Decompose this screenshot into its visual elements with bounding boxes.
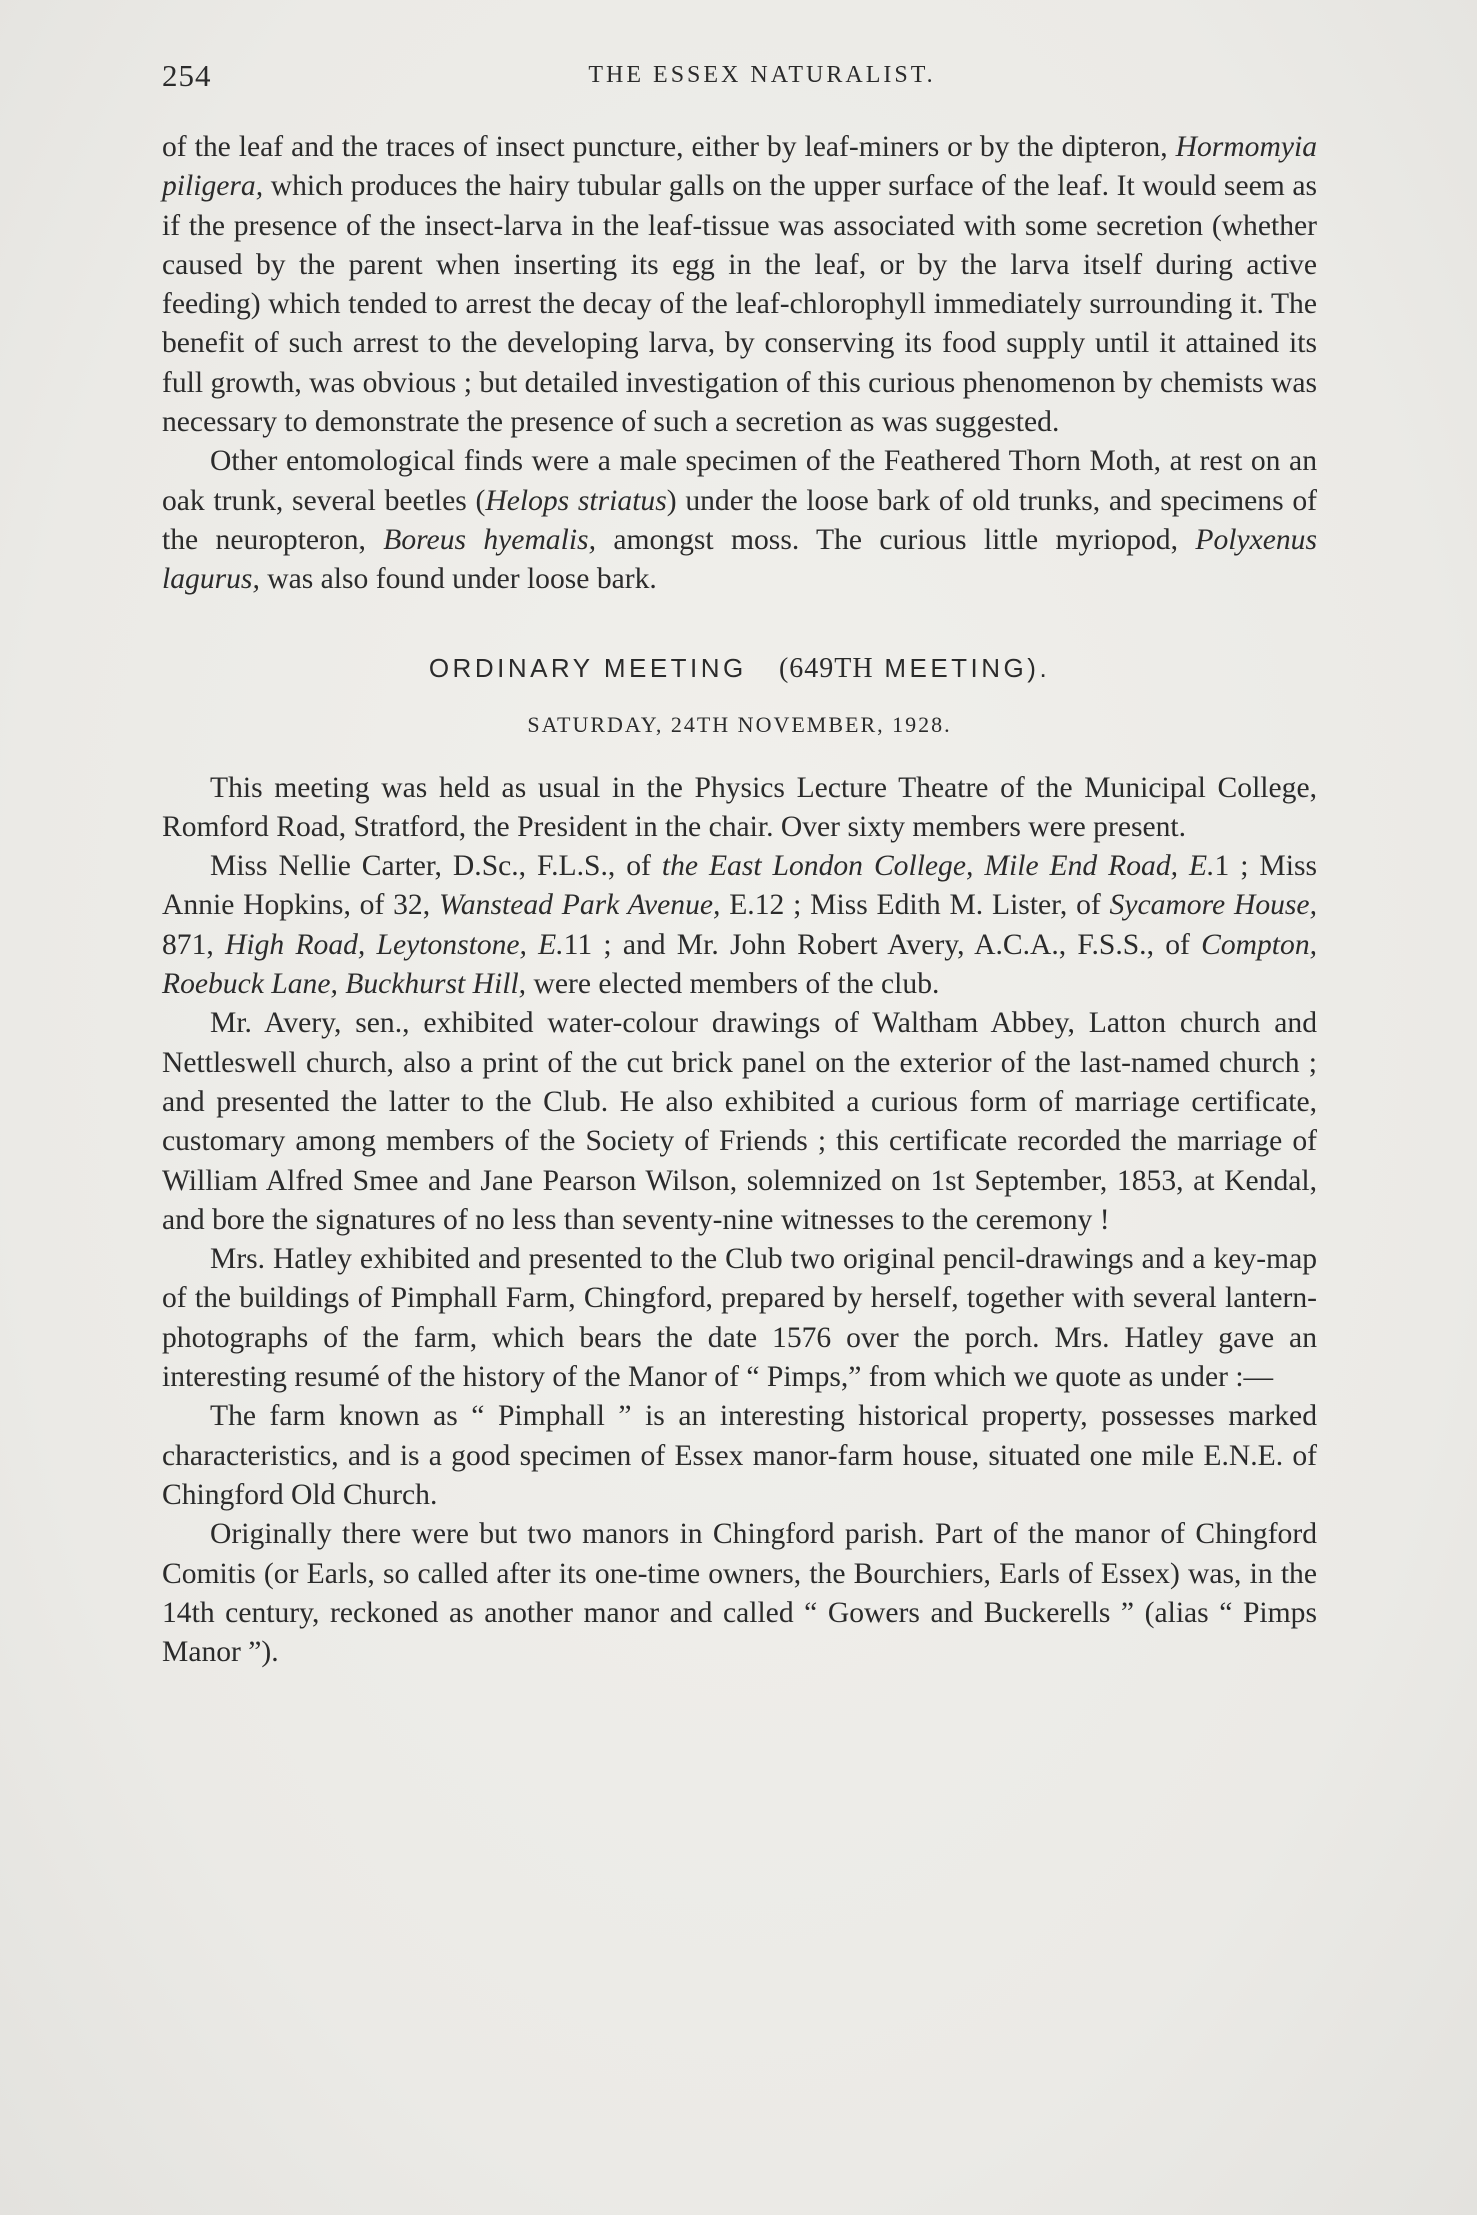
- text-run: 1 ; Miss Annie Hopkins, of 32,: [162, 850, 1317, 922]
- species-name: Boreus hyemalis,: [383, 523, 596, 556]
- paragraph-entomological-finds: [162, 442, 1317, 599]
- text-run: This meeting was held as usual in the Physics Lecture Theatre of the Municipal College, Romford Road, Stratford, the President in the chair. Over sixty members were present.: [162, 771, 1317, 843]
- page-number: 254: [162, 58, 212, 93]
- text-run: The farm known as “ Pimphall ” is an interesting historical property, possesses marked characteristics, and is a good specimen of Essex manor-farm house, situated one mile E.N.E. of Chingford Old Church.: [162, 1400, 1317, 1511]
- text-run: which produces the hairy tubular galls on the upper surface of the leaf. It would seem as if the presence of the insect-larva in the leaf-tissue was associated with some secretion (whether caused by the parent when inserting its egg in the leaf, or by the larva itself during active feeding) which tended to arrest the decay of the leaf-chlorophyll immediately surrounding it. The benefit of such arrest to the developing larva, by conserving its food supply until it attained its full growth, was obvious ; but detailed investigation of this curious phenomenon by chemists was necessary to demonstrate the presence of such a secretion as was suggested.: [162, 170, 1317, 439]
- text-run: E.12 ; Miss Edith M. Lister, of: [720, 889, 1110, 922]
- text-run: of the leaf and the traces of insect puncture, either by leaf-miners or by the dipteron,: [162, 131, 1176, 163]
- meeting-date: SATURDAY, 24TH NOVEMBER, 1928.: [527, 711, 952, 737]
- paragraph-meeting-venue: [162, 769, 1317, 848]
- species-name: Helops striatus: [485, 484, 667, 517]
- paragraph-pimphall-farm: [162, 1397, 1317, 1515]
- paragraph-hatley-exhibits: [162, 1240, 1317, 1397]
- text-run: amongst moss. The curious little myriopod,: [595, 523, 1196, 556]
- text-run: 871,: [162, 928, 226, 961]
- section-heading: [162, 648, 1317, 689]
- text-run: Mrs. Hatley exhibited and presented to the Club two original pencil-drawings and a key-map of the buildings of Pimphall Farm, Chingford, prepared by herself, together with several lantern-photographs of the farm, which bears the date 1576 over the porch. Mrs. Hatley gave an interesting resumé of the history of the Manor of “ Pimps,” from which we quote as under :—: [162, 1243, 1317, 1394]
- text-run: were elected members of the club.: [526, 968, 940, 1001]
- heading-meeting-number: (649TH: [778, 652, 874, 684]
- text-run: Mr. Avery, sen., exhibited water-colour drawings of Waltham Abbey, Latton church and Nettleswell church, also a print of the cut brick panel on the exterior of the last-named church ; and presented the latter to the Club. He also exhibited a curious form of marriage certificate, customary among members of the Society of Friends ; this certificate recorded the marriage of William Alfred Smee and Jane Pearson Wilson, solemnized on 1st September, 1853, at Kendal, and bore the signatures of no less than seventy-nine witnesses to the ceremony !: [162, 1007, 1317, 1236]
- address: High Road, Leytonstone, E.: [225, 928, 564, 961]
- address: Sycamore House,: [1109, 889, 1317, 922]
- text-run: was also found under loose bark.: [259, 563, 657, 596]
- page-header: [162, 58, 1322, 106]
- heading-text: ORDINARY MEETING: [428, 652, 747, 683]
- species-name: Polyxenus lagurus,: [162, 523, 1317, 596]
- paragraph-new-members: [162, 847, 1317, 1004]
- species-name: Hormomyia piligera,: [162, 131, 1317, 203]
- address: Wanstead Park Avenue,: [438, 889, 721, 922]
- text-run: Other entomological finds were a male specimen of the Feathered Thorn Moth, at rest on an oak trunk, several beetles (: [162, 445, 1317, 517]
- paragraph-leaf-secretion: [162, 128, 1317, 442]
- paragraph-chingford-manors: [162, 1515, 1317, 1672]
- text-run: Originally there were but two manors in Chingford parish. Part of the manor of Chingford Comitis (or Earls, so called after its one-time owners, the Bourchiers, Earls of Essex) was, in the 14th century, reckoned as another manor and called “ Gowers and Buckerells ” (alias “ Pimps Manor ”).: [162, 1518, 1317, 1669]
- text-run: Miss Nellie Carter, D.Sc., F.L.S., of: [210, 850, 662, 883]
- text-run: ) under the loose bark of old trunks, and specimens of the neuropteron,: [162, 484, 1317, 556]
- paragraph-avery-exhibits: [162, 1004, 1317, 1240]
- text-run: 11 ; and Mr. John Robert Avery, A.C.A., F.S.S., of: [563, 928, 1202, 961]
- address: Compton, Roebuck Lane, Buckhurst Hill,: [162, 928, 1318, 1001]
- running-title: THE ESSEX NATURALIST.: [588, 62, 936, 88]
- body-text: [162, 128, 1317, 1672]
- heading-text: MEETING).: [873, 652, 1051, 683]
- address: the East London College, Mile End Road, E.: [661, 850, 1215, 883]
